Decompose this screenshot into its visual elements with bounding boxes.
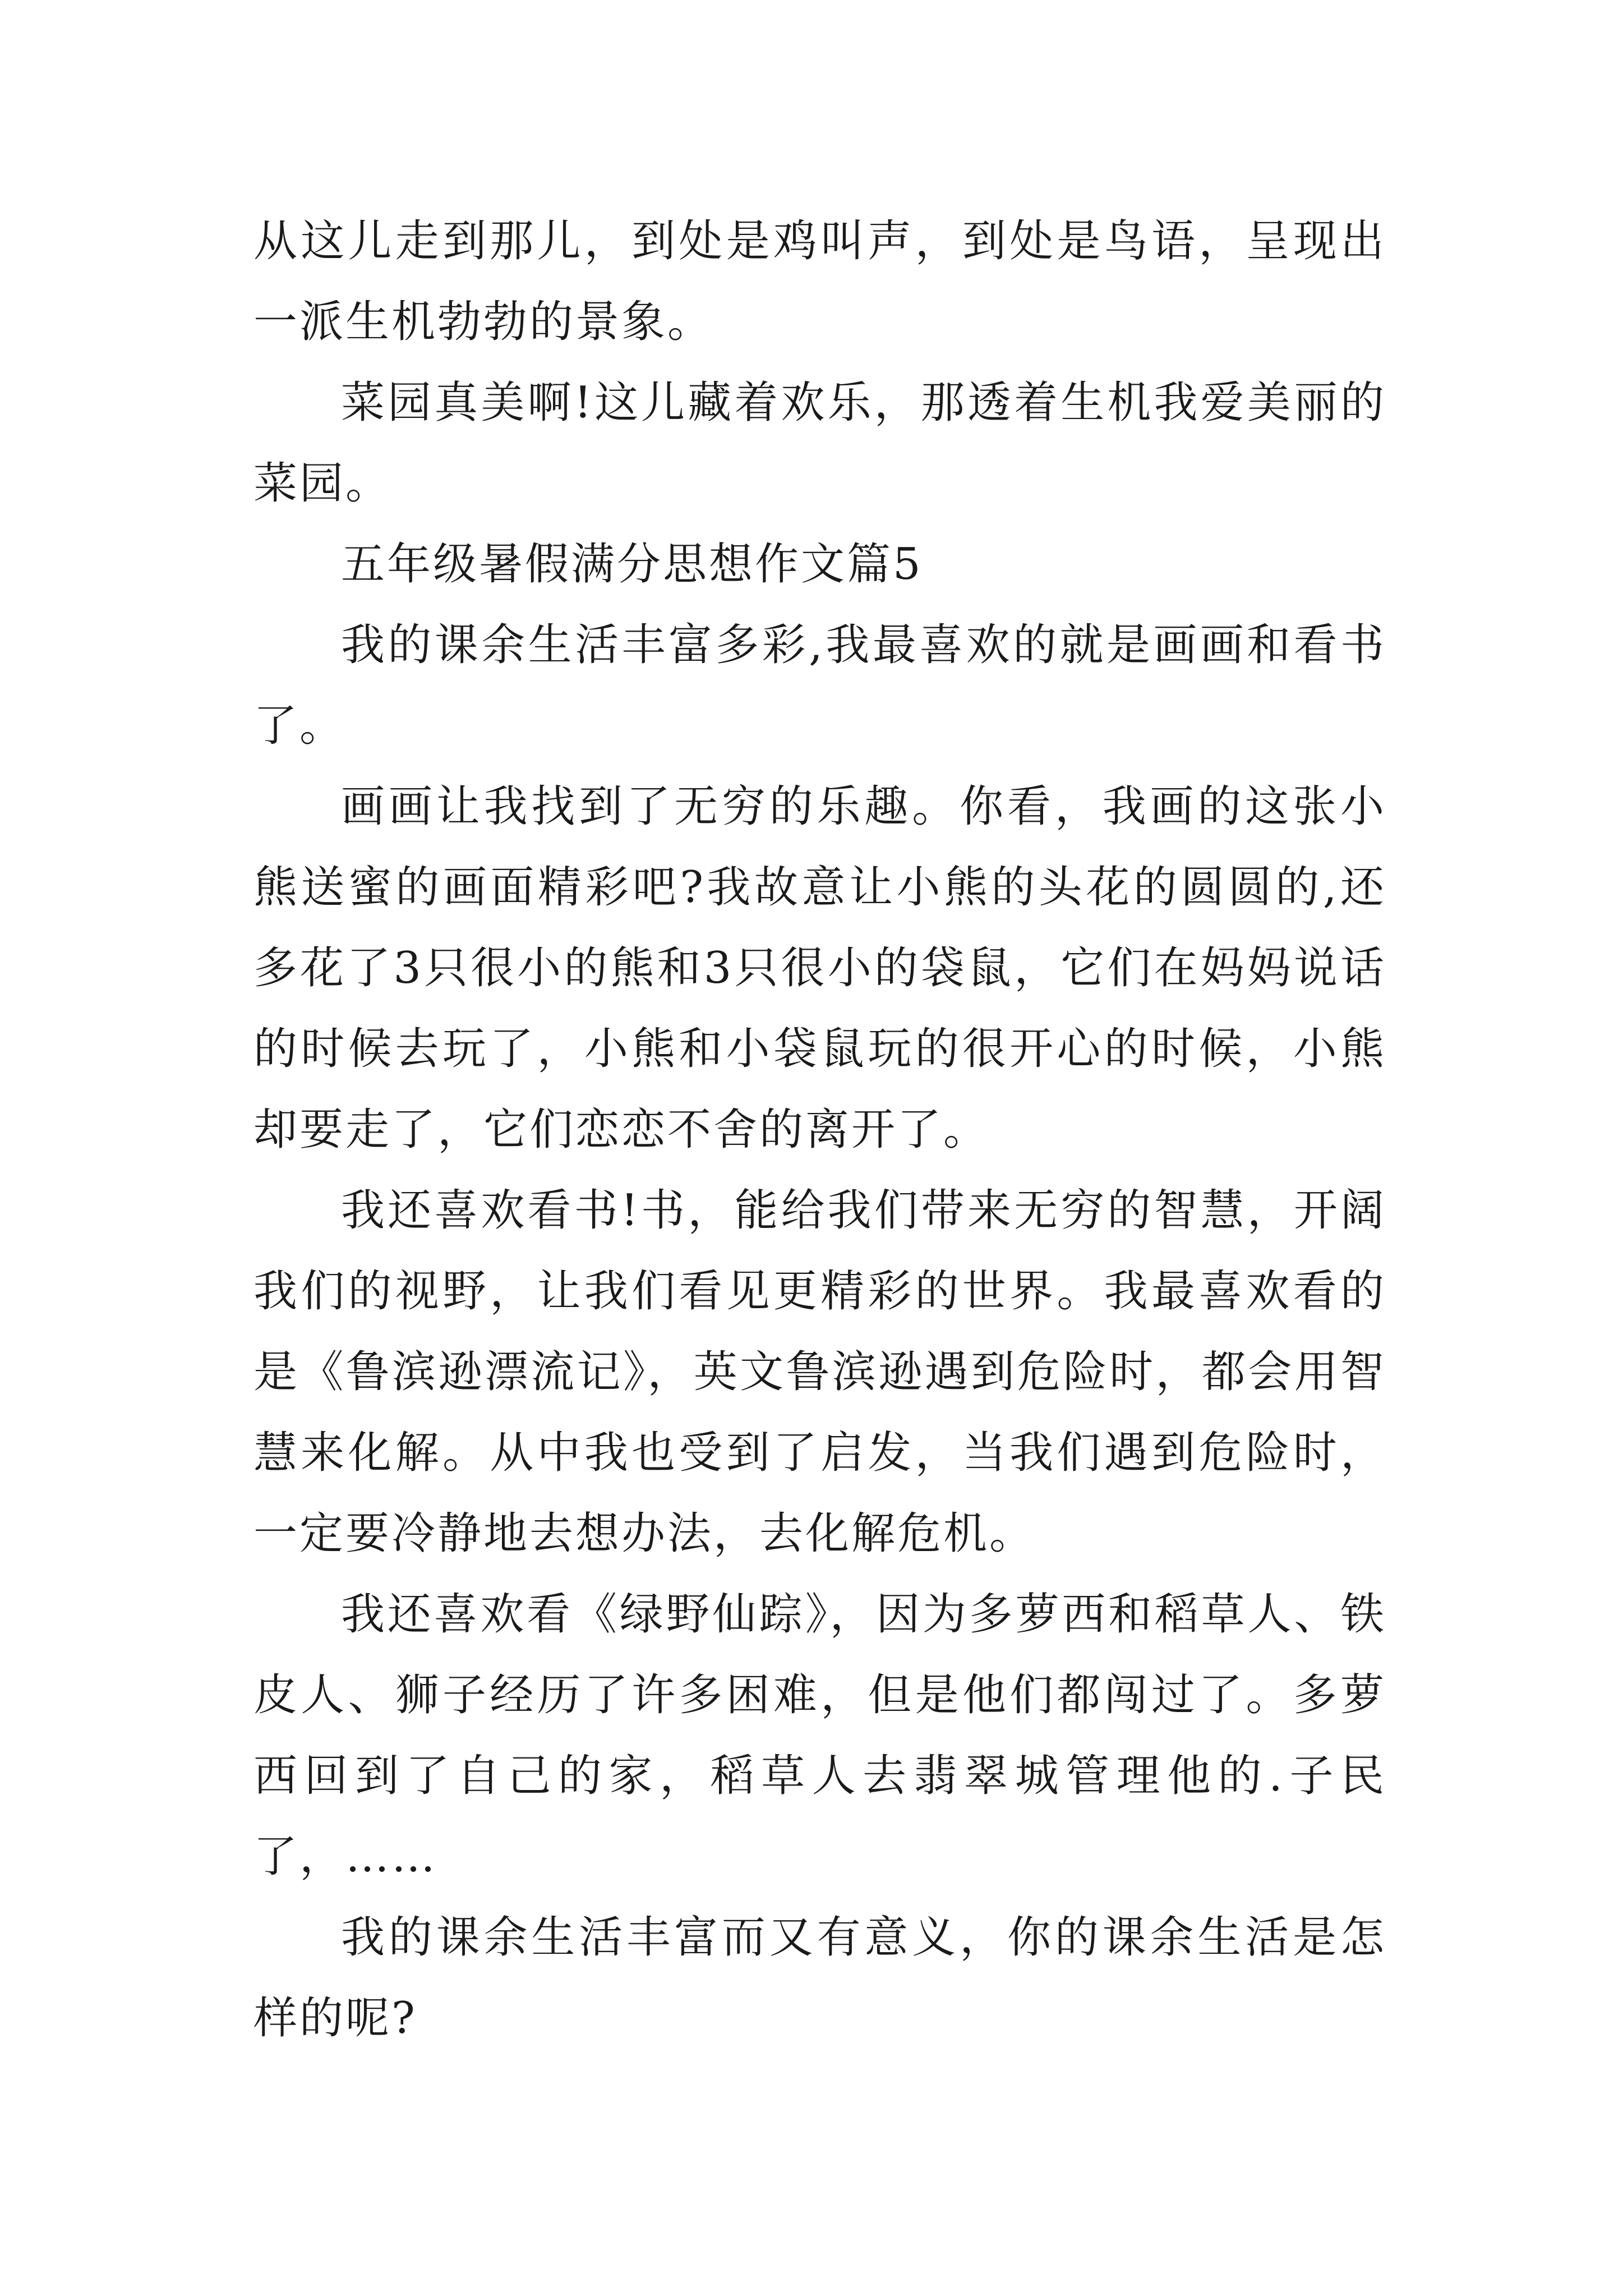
- paragraph-drawing: 画画让我找到了无穷的乐趣。你看，我画的这张小熊送蜜的画面精彩吧?我故意让小熊的头花的圆圆的,还多花了3只很小的熊和3只很小的袋鼠，它们在妈妈说话的时候去玩了，小熊和小袋鼠玩的很开心的时候，小熊却要走了，它们恋恋不舍的离开了。: [253, 781, 1386, 1155]
- paragraph-garden-praise: 菜园真美啊!这儿藏着欢乐，那透着生机我爱美丽的菜园。: [253, 378, 1386, 509]
- paragraph-reading: 我还喜欢看书!书，能给我们带来无穷的智慧，开阔我们的视野，让我们看见更精彩的世界。我最喜欢看的是《鲁滨逊漂流记》，英文鲁滨逊遇到危险时，都会用智慧来化解。从中我也受到了启发，当我们遇到危险时，一定要冷静地去想办法，去化解危机。: [253, 1185, 1386, 1559]
- paragraph-conclusion: 我的课余生活丰富而又有意义，你的课余生活是怎样的呢?: [253, 1912, 1386, 2044]
- paragraph-intro: 我的课余生活丰富多彩,我最喜欢的就是画画和看书了。: [253, 620, 1386, 751]
- essay-body: [253, 201, 1386, 2059]
- essay-section-heading: 五年级暑假满分思想作文篇5: [341, 539, 923, 590]
- paragraph-continuation: 从这儿走到那儿，到处是鸡叫声，到处是鸟语，呈现出一派生机勃勃的景象。: [253, 216, 1386, 347]
- paragraph-wizard-of-oz: 我还喜欢看《绿野仙踪》，因为多萝西和稻草人、铁皮人、狮子经历了许多困难，但是他们都闯过了。多萝西回到了自己的家，稻草人去翡翠城管理他的.子民了，……: [253, 1589, 1386, 1882]
